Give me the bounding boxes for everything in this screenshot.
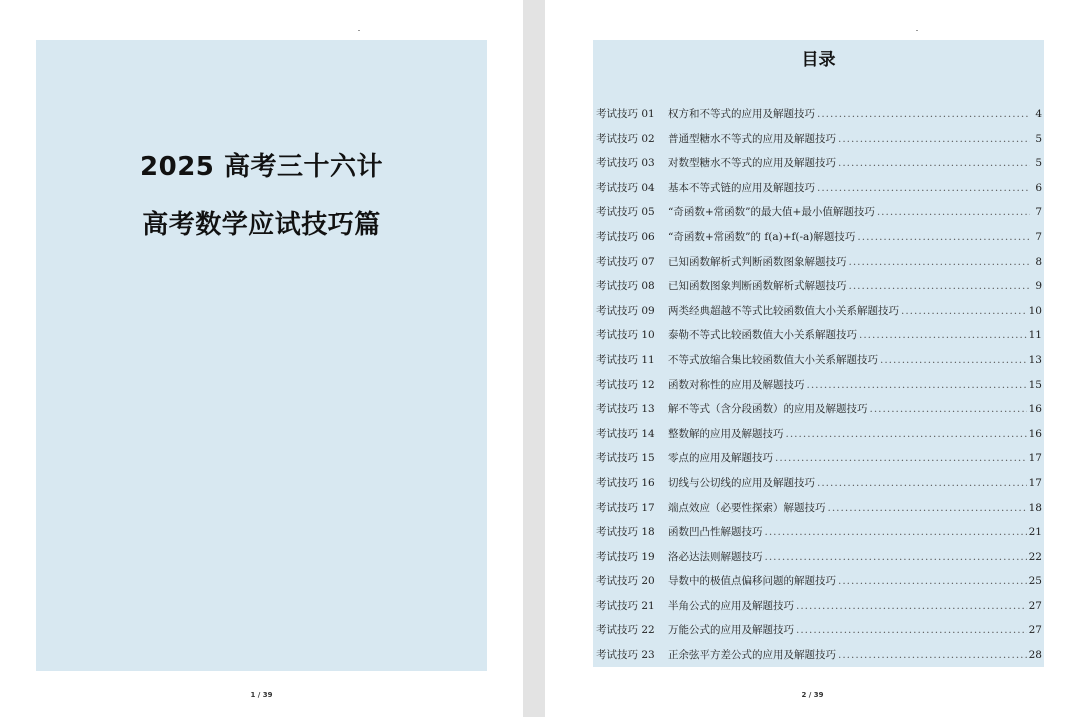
toc-entry-title: 零点的应用及解题技巧 [668, 452, 773, 465]
page-number: 1 / 39 [250, 691, 273, 699]
toc-leader-dots [838, 133, 1030, 145]
page-1 [0, 0, 523, 717]
toc-leader-dots [838, 157, 1030, 169]
toc-entry-page: 13 [1028, 353, 1042, 366]
toc-entry-number: 考试技巧 18 [596, 526, 655, 539]
toc-leader-dots [765, 526, 1027, 538]
toc-entry-number: 考试技巧 13 [596, 403, 655, 416]
toc-entry-page: 27 [1028, 624, 1042, 637]
toc-leader-dots [796, 600, 1027, 612]
toc-entry-number: 考试技巧 19 [596, 550, 655, 563]
toc-entry-title: 两类经典超越不等式比较函数值大小关系解题技巧 [668, 304, 899, 317]
toc-entry-page: 22 [1028, 550, 1042, 563]
toc-entry-title: 已知函数图象判断函数解析式解题技巧 [668, 280, 847, 293]
toc-entry-title: 解不等式（含分段函数）的应用及解题技巧 [668, 403, 868, 416]
toc-entry-number: 考试技巧 15 [596, 452, 655, 465]
toc-leader-dots [775, 452, 1027, 464]
toc-entry-number: 考试技巧 16 [596, 476, 655, 489]
toc-leader-dots [807, 379, 1027, 391]
toc-panel [593, 40, 1044, 667]
toc-entry-title: “奇函数+常函数”的最大值+最小值解题技巧 [668, 206, 875, 219]
cover-title-line1: 2025 高考三十六计 [140, 152, 383, 182]
toc-entry-number: 考试技巧 11 [596, 353, 655, 366]
toc-entry-page: 16 [1028, 427, 1042, 440]
toc-entry[interactable] [596, 204, 1042, 229]
toc-entry-title: 已知函数解析式判断函数图象解题技巧 [668, 255, 847, 268]
toc-entry-number: 考试技巧 02 [596, 132, 655, 145]
page-number: 2 / 39 [801, 691, 824, 699]
toc-entry[interactable] [596, 622, 1042, 647]
toc-entry[interactable] [596, 352, 1042, 377]
toc-entry[interactable] [596, 426, 1042, 451]
toc-entry-title: 万能公式的应用及解题技巧 [668, 624, 794, 637]
toc-entry-number: 考试技巧 23 [596, 649, 655, 662]
toc-leader-dots [870, 403, 1027, 415]
toc-entry-page: 6 [1035, 181, 1042, 194]
toc-entry-number: 考试技巧 04 [596, 181, 655, 194]
toc-entry[interactable] [596, 573, 1042, 598]
toc-entry-page: 7 [1035, 206, 1042, 219]
toc-entry[interactable] [596, 327, 1042, 352]
toc-entry[interactable] [596, 598, 1042, 623]
toc-entry-page: 28 [1028, 649, 1042, 662]
toc-entry-page: 15 [1028, 378, 1042, 391]
toc-entry-title: 正余弦平方差公式的应用及解题技巧 [668, 649, 836, 662]
toc-entry-title: 权方和不等式的应用及解题技巧 [668, 108, 815, 120]
toc-entry[interactable] [596, 549, 1042, 574]
toc-entry-page: 16 [1028, 403, 1042, 416]
toc-entry[interactable] [596, 278, 1042, 303]
toc-entry-title: 函数凹凸性解题技巧 [668, 526, 763, 539]
toc-leader-dots [857, 231, 1030, 243]
page-2 [545, 0, 1080, 717]
page-marker [358, 30, 360, 31]
toc-entry[interactable] [596, 450, 1042, 475]
toc-entry[interactable] [596, 180, 1042, 205]
toc-entry-page: 5 [1035, 157, 1042, 170]
toc-leader-dots [828, 502, 1027, 514]
toc-entry-title: 基本不等式链的应用及解题技巧 [668, 181, 815, 194]
toc-leader-dots [817, 477, 1027, 489]
toc-entry-number: 考试技巧 22 [596, 624, 655, 637]
toc-leader-dots [849, 280, 1031, 292]
toc-entry-title: 泰勒不等式比较函数值大小关系解题技巧 [668, 329, 857, 342]
toc-entry-title: 对数型糖水不等式的应用及解题技巧 [668, 157, 836, 170]
toc-entry[interactable] [596, 475, 1042, 500]
toc-entry-number: 考试技巧 12 [596, 378, 655, 391]
toc-leader-dots [877, 206, 1030, 218]
toc-leader-dots [765, 551, 1027, 563]
toc-entry-page: 17 [1028, 476, 1042, 489]
toc-entry-title: 端点效应（必要性探索）解题技巧 [668, 501, 826, 514]
toc-entry-page: 4 [1035, 108, 1042, 120]
toc-entry-page: 5 [1035, 132, 1042, 145]
toc-entry[interactable] [596, 254, 1042, 279]
toc-leader-dots [817, 108, 1030, 120]
toc-entry-number: 考试技巧 14 [596, 427, 655, 440]
toc-entry-title: 不等式放缩合集比较函数值大小关系解题技巧 [668, 353, 878, 366]
toc-entry[interactable] [596, 647, 1042, 672]
page-marker [916, 30, 918, 31]
toc-entry[interactable] [596, 229, 1042, 254]
toc-entry-page: 27 [1028, 599, 1042, 612]
toc-entry-number: 考试技巧 01 [596, 108, 655, 120]
toc-entry-title: 函数对称性的应用及解题技巧 [668, 378, 805, 391]
toc-entry-page: 10 [1028, 304, 1042, 317]
page-gutter [523, 0, 545, 717]
toc-entry-number: 考试技巧 20 [596, 575, 655, 588]
toc-entry-title: 整数解的应用及解题技巧 [668, 427, 784, 440]
toc-entry-title: 普通型糖水不等式的应用及解题技巧 [668, 132, 836, 145]
toc-entry[interactable] [596, 500, 1042, 525]
toc-entry[interactable] [596, 303, 1042, 328]
toc-entry-page: 25 [1028, 575, 1042, 588]
toc-leader-dots [849, 256, 1031, 268]
toc-leader-dots [859, 329, 1027, 341]
toc-leader-dots [817, 182, 1030, 194]
toc-entry-number: 考试技巧 10 [596, 329, 655, 342]
toc-leader-dots [796, 624, 1027, 636]
toc-entry[interactable] [596, 131, 1042, 156]
toc-heading: 目录 [801, 50, 836, 70]
toc-entry-page: 21 [1028, 526, 1042, 539]
toc-entry-page: 11 [1028, 329, 1042, 342]
toc-entry-number: 考试技巧 17 [596, 501, 655, 514]
toc-list [596, 106, 1042, 672]
toc-leader-dots [786, 428, 1027, 440]
toc-leader-dots [838, 575, 1027, 587]
toc-entry-number: 考试技巧 21 [596, 599, 655, 612]
toc-entry[interactable] [596, 106, 1042, 131]
toc-entry-title: 半角公式的应用及解题技巧 [668, 599, 794, 612]
toc-leader-dots [880, 354, 1027, 366]
toc-entry[interactable] [596, 155, 1042, 180]
toc-entry[interactable] [596, 377, 1042, 402]
toc-entry-number: 考试技巧 07 [596, 255, 655, 268]
toc-entry-page: 17 [1028, 452, 1042, 465]
cover-panel [36, 40, 487, 671]
toc-entry[interactable] [596, 524, 1042, 549]
toc-entry-title: 导数中的极值点偏移问题的解题技巧 [668, 575, 836, 588]
toc-entry-number: 考试技巧 09 [596, 304, 655, 317]
toc-leader-dots [838, 649, 1027, 661]
toc-leader-dots [901, 305, 1027, 317]
toc-entry-number: 考试技巧 06 [596, 230, 655, 243]
toc-entry[interactable] [596, 401, 1042, 426]
toc-entry-title: 切线与公切线的应用及解题技巧 [668, 476, 815, 489]
toc-entry-title: “奇函数+常函数”的 f(a)+f(-a)解题技巧 [668, 230, 856, 243]
toc-entry-page: 18 [1028, 501, 1042, 514]
toc-entry-page: 9 [1035, 280, 1042, 293]
toc-entry-page: 8 [1035, 255, 1042, 268]
toc-entry-number: 考试技巧 05 [596, 206, 655, 219]
cover-title-line2: 高考数学应试技巧篇 [142, 210, 381, 240]
toc-entry-title: 洛必达法则解题技巧 [668, 550, 763, 563]
toc-entry-number: 考试技巧 03 [596, 157, 655, 170]
toc-entry-page: 7 [1035, 230, 1042, 243]
toc-entry-number: 考试技巧 08 [596, 280, 655, 293]
